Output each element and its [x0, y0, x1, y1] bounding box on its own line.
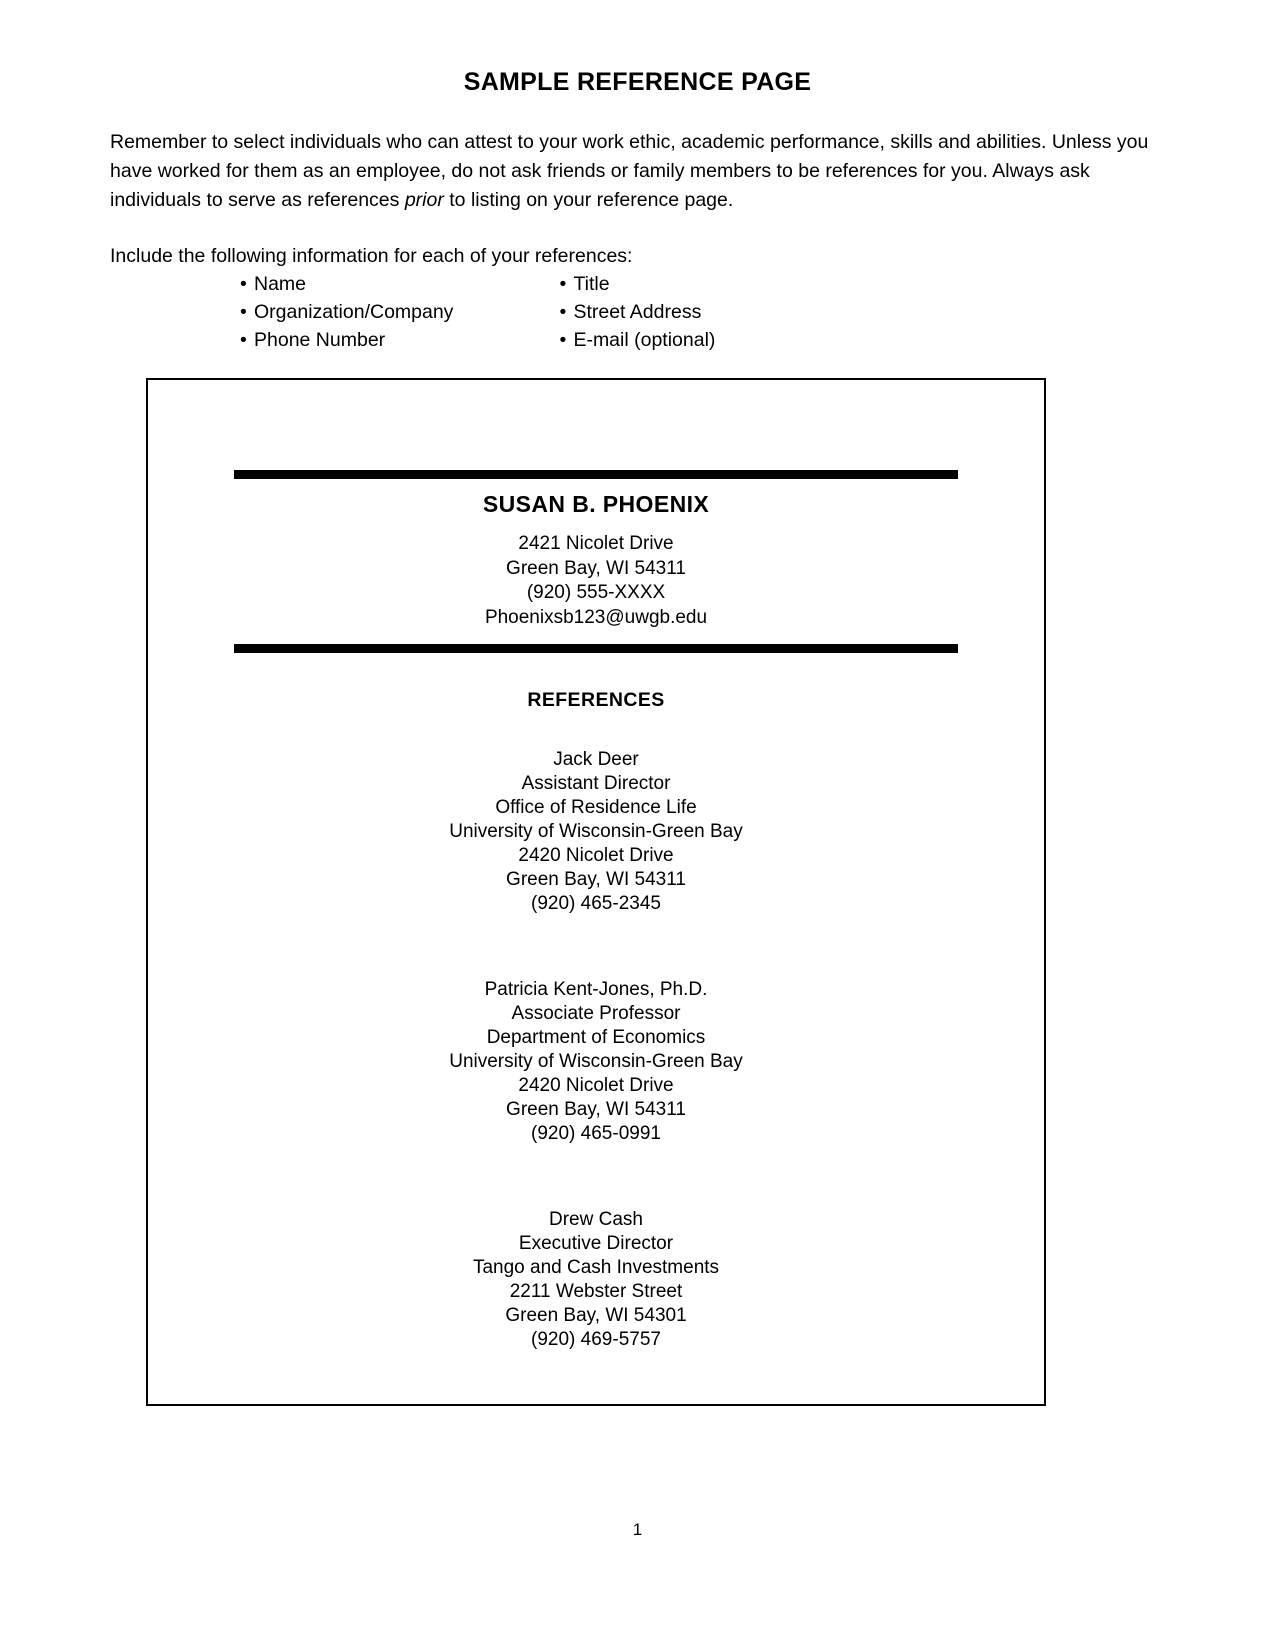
bullet-column-right — [559, 272, 715, 356]
list-item — [559, 272, 715, 300]
contact-city-state-zip: Green Bay, WI 54311 — [506, 557, 686, 579]
required-info-bullets — [240, 272, 880, 356]
contact-street: 2421 Nicolet Drive — [518, 533, 674, 554]
reference-title: Executive Director — [518, 1233, 674, 1254]
bullet-dot-icon: • — [240, 273, 247, 295]
sample-reference-document — [146, 378, 1046, 1406]
reference-phone: (920) 469-5757 — [531, 1329, 661, 1350]
reference-entry-1 — [148, 748, 1044, 916]
reference-department: Department of Economics — [486, 1027, 706, 1048]
intro-paragraph — [110, 128, 1163, 215]
list-item-label: Street Address — [573, 301, 702, 323]
bullet-dot-icon: • — [240, 329, 247, 351]
list-item — [240, 328, 453, 356]
reference-entry-3 — [148, 1208, 1044, 1352]
intro-text-part-one: Remember to select individuals who can attest to your work ethic, academic performance, skills and abilities. Unless you have worked for them as an employee, do not ask friends or family members to be references for you. Always ask individuals to serve as references — [110, 131, 1149, 211]
reference-city-state-zip: Green Bay, WI 54301 — [505, 1305, 687, 1326]
bullet-dot-icon: • — [559, 273, 567, 295]
reference-name: Patricia Kent-Jones, Ph.D. — [484, 979, 708, 1000]
intro-emphasis-word: prior — [404, 189, 444, 211]
list-item-label: Name — [254, 273, 307, 295]
reference-city-state-zip: Green Bay, WI 54311 — [506, 869, 686, 890]
list-item-label: Phone Number — [254, 329, 386, 351]
reference-city-state-zip: Green Bay, WI 54311 — [506, 1099, 686, 1120]
bullet-dot-icon: • — [559, 301, 567, 323]
reference-street: 2420 Nicolet Drive — [518, 1075, 674, 1096]
references-section-heading: REFERENCES — [527, 689, 665, 711]
reference-organization: University of Wisconsin-Green Bay — [449, 821, 743, 842]
bullet-column-left — [240, 272, 453, 356]
reference-title: Associate Professor — [511, 1003, 681, 1024]
page-number: 1 — [632, 1520, 643, 1539]
list-item-label: E-mail (optional) — [573, 329, 716, 351]
reference-entry-2 — [148, 978, 1044, 1146]
include-instruction: Include the following information for each of your references: — [110, 244, 633, 267]
reference-street: 2420 Nicolet Drive — [518, 845, 674, 866]
list-item — [240, 300, 453, 328]
list-item-label: Organization/Company — [254, 301, 454, 323]
reference-phone: (920) 465-0991 — [531, 1123, 661, 1144]
bullet-dot-icon: • — [559, 329, 567, 351]
reference-phone: (920) 465-2345 — [531, 893, 661, 914]
reference-street: 2211 Webster Street — [509, 1281, 683, 1302]
contact-header — [148, 479, 1044, 636]
page-title: SAMPLE REFERENCE PAGE — [463, 68, 812, 96]
bullet-dot-icon: • — [240, 301, 247, 323]
intro-text-part-two: to listing on your reference page. — [443, 189, 734, 211]
list-item — [559, 328, 715, 356]
reference-department: Office of Residence Life — [495, 797, 697, 818]
contact-phone: (920) 555-XXXX — [526, 582, 666, 603]
reference-name: Drew Cash — [549, 1209, 643, 1230]
list-item-label: Title — [573, 273, 610, 295]
header-rule-top — [234, 470, 958, 479]
reference-organization: University of Wisconsin-Green Bay — [449, 1051, 743, 1072]
reference-name: Jack Deer — [553, 749, 639, 770]
reference-title: Assistant Director — [521, 773, 671, 794]
header-rule-bottom — [234, 644, 958, 653]
list-item — [559, 300, 715, 328]
reference-organization: Tango and Cash Investments — [472, 1257, 720, 1278]
candidate-name: SUSAN B. PHOENIX — [482, 491, 710, 517]
contact-email: Phoenixsb123@uwgb.edu — [484, 606, 708, 628]
list-item — [240, 272, 453, 300]
